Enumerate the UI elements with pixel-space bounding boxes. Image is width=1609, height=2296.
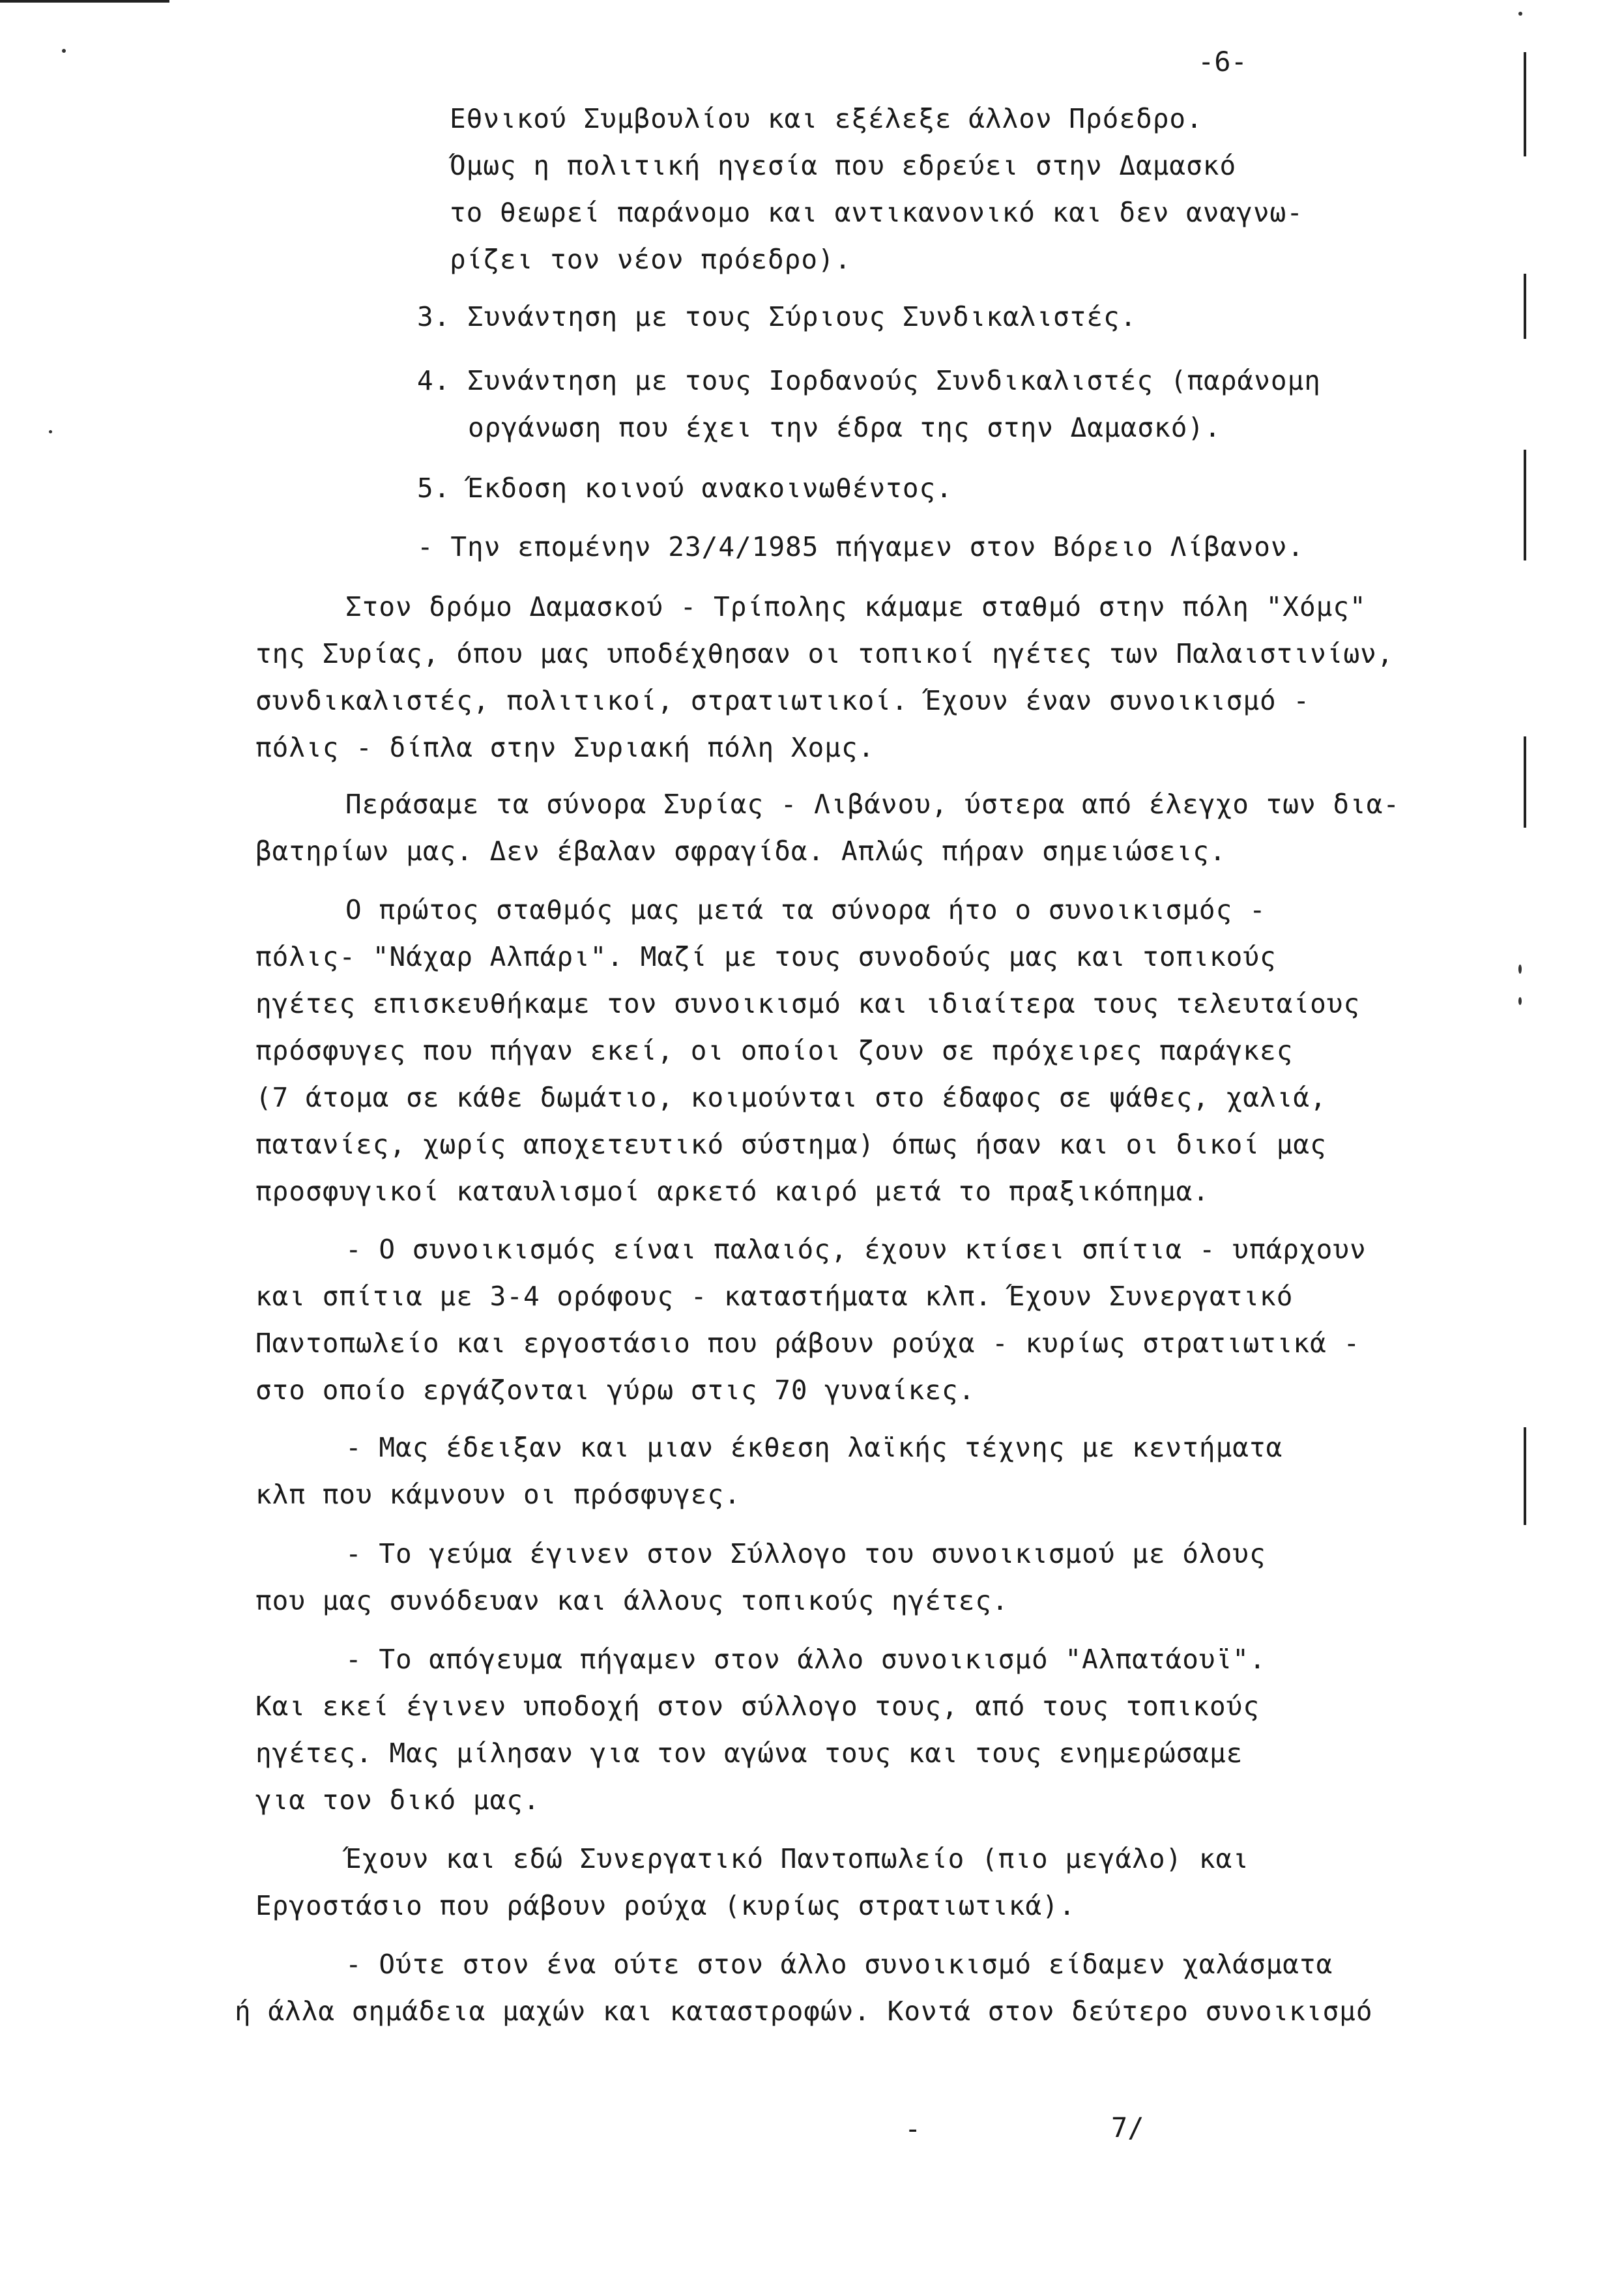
text-line: Έχουν και εδώ Συνεργατικό Παντοπωλείο (πιο μεγάλο) και <box>345 1843 1249 1874</box>
text-line: Εργοστάσιο που ράβουν ρούχα (κυρίως στρατιωτικά). <box>255 1890 1076 1921</box>
text-line: - Ούτε στον ένα ούτε στον άλλο συνοικισμό είδαμεν χαλάσματα <box>345 1949 1333 1980</box>
scan-margin-line <box>1524 274 1526 339</box>
scan-speck <box>1518 965 1522 974</box>
text-line: και σπίτια με 3-4 ορόφους - καταστήματα κλπ. Έχουν Συνεργατικό <box>255 1281 1294 1312</box>
text-line: - Το γεύμα έγινεν στον Σύλλογο του συνοικισμού με όλους <box>345 1538 1266 1569</box>
text-line: - Το απόγευμα πήγαμεν στον άλλο συνοικισμό "Αλπατάουϊ". <box>345 1644 1266 1675</box>
text-line: πρόσφυγες που πήγαν εκεί, οι οποίοι ζουν σε πρόχειρες παράγκες <box>255 1035 1294 1066</box>
text-line: Και εκεί έγινεν υποδοχή στον σύλλογο τους, από τους τοπικούς <box>255 1691 1260 1722</box>
text-line: προσφυγικοί καταυλισμοί αρκετό καιρό μετά το πραξικόπημα. <box>255 1176 1210 1207</box>
list-item: 5. Έκδοση κοινού ανακοινωθέντος. <box>417 472 953 504</box>
text-line: Περάσαμε τα σύνορα Συρίας - Λιβάνου, ύστερα από έλεγχο των δια- <box>345 789 1400 820</box>
text-line: Ο πρώτος σταθμός μας μετά τα σύνορα ήτο ο συνοικισμός - <box>345 894 1266 925</box>
scan-speck <box>62 49 66 53</box>
scan-margin-line <box>1524 450 1526 560</box>
scan-margin-line <box>1524 736 1526 828</box>
text-line: της Συρίας, όπου μας υποδέχθησαν οι τοπικοί ηγέτες των Παλαιστινίων, <box>255 638 1394 669</box>
dash-mark: - <box>905 2113 921 2145</box>
scan-margin-line <box>1524 1427 1526 1525</box>
text-line: πόλις- "Νάχαρ Αλπάρι". Μαζί με τους συνοδούς μας και τοπικούς <box>255 941 1277 972</box>
text-line: - Την επομένην 23/4/1985 πήγαμεν στον Βόρειο Λίβανον. <box>417 531 1305 562</box>
text-line: πατανίες, χωρίς αποχετευτικό σύστημα) όπως ήσαν και οι δικοί μας <box>255 1129 1327 1160</box>
text-line: (7 άτομα σε κάθε δωμάτιο, κοιμούνται στο έδαφος σε ψάθες, χαλιά, <box>255 1082 1327 1113</box>
text-line: για τον δικό μας. <box>255 1784 540 1816</box>
text-line: ηγέτες επισκευθήκαμε τον συνοικισμό και ιδιαίτερα τους τελευταίους <box>255 988 1361 1019</box>
scan-edge-mark <box>0 0 169 3</box>
text-line: οργάνωση που έχει την έδρα της στην Δαμασκό). <box>468 412 1221 443</box>
text-line: Όμως η πολιτική ηγεσία που εδρεύει στην Δαμασκό <box>450 150 1237 181</box>
text-line: ηγέτες. Μας μίλησαν για τον αγώνα τους και τους ενημερώσαμε <box>255 1737 1243 1769</box>
text-line: - Μας έδειξαν και μιαν έκθεση λαϊκής τέχνης με κεντήματα <box>345 1432 1283 1463</box>
text-line: Στον δρόμο Δαμασκού - Τρίπολης κάμαμε σταθμό στην πόλη "Χόμς" <box>345 591 1367 622</box>
scan-speck <box>1518 12 1522 16</box>
scan-margin-line <box>1524 52 1526 156</box>
scan-speck <box>1518 997 1522 1005</box>
list-item: 4. Συνάντηση με τους Ιορδανούς Συνδικαλιστές (παράνομη <box>417 365 1321 396</box>
page-number: -6- <box>1198 46 1247 78</box>
text-line: βατηρίων μας. Δεν έβαλαν σφραγίδα. Απλώς πήραν σημειώσεις. <box>255 836 1226 867</box>
text-line: ή άλλα σημάδεια μαχών και καταστροφών. Κοντά στον δεύτερο συνοικισμό <box>235 1996 1373 2027</box>
text-line: ρίζει τον νέον πρόεδρο). <box>450 244 852 275</box>
text-line: το θεωρεί παράνομο και αντικανονικό και δεν αναγνω- <box>450 197 1303 228</box>
scan-speck <box>49 430 52 433</box>
text-line: στο οποίο εργάζονται γύρω στις 70 γυναίκες. <box>255 1374 976 1406</box>
text-line: Παντοπωλείο και εργοστάσιο που ράβουν ρούχα - κυρίως στρατιωτικά - <box>255 1328 1361 1359</box>
continuation-marker: 7/ <box>1111 2112 1144 2143</box>
text-line: συνδικαλιστές, πολιτικοί, στρατιωτικοί. Έχουν έναν συνοικισμό - <box>255 685 1311 716</box>
text-line: πόλις - δίπλα στην Συριακή πόλη Χομς. <box>255 732 875 763</box>
text-line: Εθνικού Συμβουλίου και εξέλεξε άλλον Πρόεδρο. <box>450 103 1203 134</box>
text-line: που μας συνόδευαν και άλλους τοπικούς ηγέτες. <box>255 1585 1009 1616</box>
text-line: - Ο συνοικισμός είναι παλαιός, έχουν κτίσει σπίτια - υπάρχουν <box>345 1234 1367 1265</box>
list-item: 3. Συνάντηση με τους Σύριους Συνδικαλιστές. <box>417 301 1137 332</box>
text-line: κλπ που κάμνουν οι πρόσφυγες. <box>255 1479 741 1510</box>
